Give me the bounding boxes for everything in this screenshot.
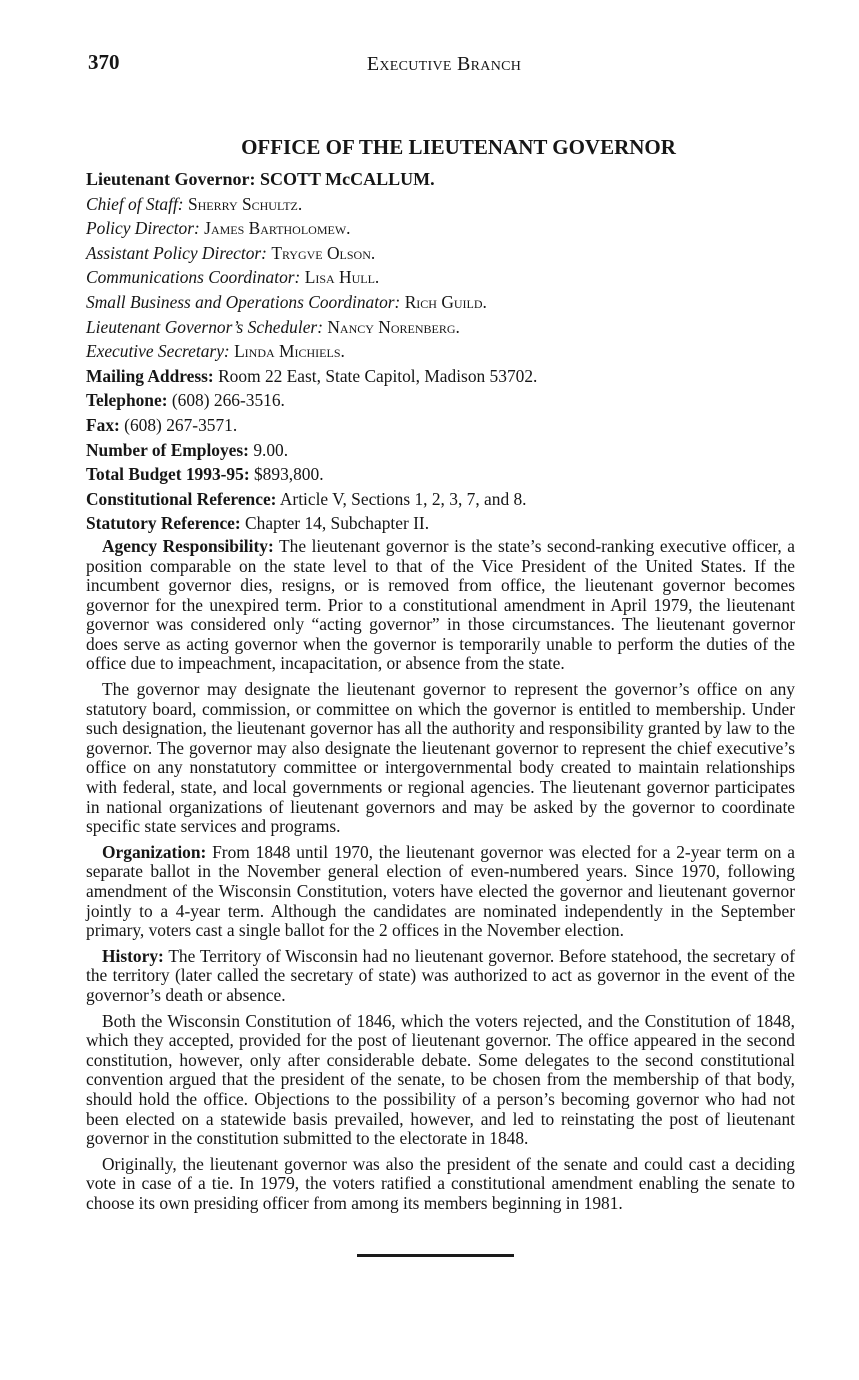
fact-value: Room 22 East, State Capitol, Madison 53702. [218, 365, 538, 386]
fact-constitutional-reference [86, 487, 795, 512]
paragraph-lead: Organization: [102, 841, 207, 862]
fact-mailing-address [86, 364, 795, 389]
staff-entry [86, 216, 795, 241]
fact-label: Number of Employes: [86, 439, 249, 460]
paragraph-history [86, 947, 795, 1006]
fact-value: (608) 267-3571. [124, 414, 238, 435]
staff-role: Policy Director: [86, 218, 200, 239]
staff-name: Sherry Schultz. [187, 193, 303, 214]
fact-label: Mailing Address: [86, 365, 214, 386]
fact-telephone [86, 388, 795, 413]
paragraph-lead: History: [102, 945, 164, 966]
paragraph-text: The lieutenant governor is the state’s second-ranking executive officer, a position comparable on the state level to that of the Vice President of the United States. If the incumbent governor dies, resigns, or is removed from office, the lieutenant governor becomes governor for the unexpired term. Prior to a constitutional amendment in April 1979, the lieutenant governor was considered only “acting governor” in those circumstances. The lieutenant governor does serve as acting governor when the governor is temporarily unable to perform the duties of the office due to impeachment, incapacitation, or absence from the state. [86, 535, 795, 674]
staff-role: Lieutenant Governor’s Scheduler: [86, 316, 323, 337]
fact-value: $893,800. [253, 464, 324, 485]
paragraph-organization [86, 843, 795, 941]
paragraph-lead: Agency Responsibility: [102, 535, 274, 556]
fact-value: Article V, Sections 1, 2, 3, 7, and 8. [279, 488, 527, 509]
fact-number-of-employes [86, 438, 795, 463]
paragraph-designation [86, 680, 795, 837]
fact-statutory-reference [86, 511, 795, 536]
staff-list [86, 192, 795, 364]
page-content [86, 133, 795, 1214]
paragraph-text: From 1848 until 1970, the lieutenant governor was elected for a 2-year term on a separate ballot in the November general election of even-numbered years. Since 1970, following amendment of the Wisconsin Constitution, voters have elected the governor and lieutenant governor jointly to a 4-year term. Although the candidates are nominated independently in the September primary, voters cast a single ballot for the 2 offices in the November election. [86, 841, 795, 941]
fact-fax [86, 413, 795, 438]
fact-value: 9.00. [253, 439, 289, 460]
staff-entry [86, 290, 795, 315]
paragraph-text: Both the Wisconsin Constitution of 1846, which the voters rejected, and the Constitution of 1848, which they accepted, provided for the post of lieutenant governor. The office appeared in the second constitution, however, only after considerable debate. Some delegates to the second constitutional convention argued that the president of the senate, to be chosen from the membership of that body, should hold the office. Objections to the possibility of a person’s becoming governor who had not been elected on a statewide basis prevailed, however, and led to reinstating the post of lieutenant governor in the constitution submitted to the electorate in 1848. [86, 1010, 795, 1149]
staff-name: Rich Guild. [404, 291, 487, 312]
fact-value: Chapter 14, Subchapter II. [245, 513, 430, 534]
fact-label: Constitutional Reference: [86, 488, 277, 509]
running-head: Executive Branch [366, 53, 522, 75]
staff-name: James Bartholomew. [204, 218, 351, 239]
fact-value: (608) 266-3516. [171, 390, 285, 411]
fact-label: Telephone: [86, 390, 168, 411]
paragraph-agency-responsibility [86, 537, 795, 674]
body-text [86, 537, 795, 1214]
staff-role: Small Business and Operations Coordinator: [86, 291, 401, 312]
staff-entry [86, 315, 795, 340]
paragraph-text: The governor may designate the lieutenant governor to represent the governor’s office on any statutory board, commission, or committee on which the governor is entitled to membership. Under such designation, the lieutenant governor has all the authority and responsibility granted by law to the governor. The governor may also designate the lieutenant governor to represent the chief executive’s office on any nonstatutory committee or intergovernmental body created to maintain relationships with federal, state, and local governments or regional agencies. The lieutenant governor participates in national organizations of lieutenant governors and may be asked by the governor to coordinate specific state services and programs. [86, 679, 795, 837]
fact-label: Total Budget 1993-95: [86, 464, 250, 485]
staff-role: Assistant Policy Director: [86, 242, 267, 263]
staff-name: Trygve Olson. [271, 242, 376, 263]
office-title: OFFICE OF THE LIEUTENANT GOVERNOR [241, 135, 676, 159]
staff-entry [86, 265, 795, 290]
section-end-rule [357, 1254, 514, 1257]
staff-name: Lisa Hull. [304, 267, 380, 288]
staff-entry [86, 241, 795, 266]
office-facts [86, 364, 795, 536]
staff-role: Chief of Staff: [86, 193, 184, 214]
staff-role: Communications Coordinator: [86, 267, 301, 288]
staff-role: Executive Secretary: [86, 341, 230, 362]
fact-label: Statutory Reference: [86, 513, 241, 534]
staff-name: Nancy Norenberg. [327, 316, 460, 337]
paragraph-text: Originally, the lieutenant governor was also the president of the senate and could cast a deciding vote in case of a tie. In 1979, the voters ratified a constitutional amendment enabling the senate to choose its own presiding officer from among its members beginning in 1981. [86, 1153, 795, 1213]
lieutenant-governor-label: Lieutenant Governor: [86, 169, 256, 189]
staff-entry [86, 192, 795, 217]
paragraph-senate-president [86, 1155, 795, 1214]
lieutenant-governor-line [86, 167, 795, 192]
fact-label: Fax: [86, 414, 120, 435]
lieutenant-governor-name: SCOTT McCALLUM. [259, 169, 435, 189]
paragraph-constitutions [86, 1012, 795, 1149]
staff-entry [86, 339, 795, 364]
paragraph-text: The Territory of Wisconsin had no lieutenant governor. Before statehood, the secretary of the territory (later called the secretary of state) was authorized to act as governor in the event of the governor’s death or absence. [86, 945, 795, 1005]
staff-name: Linda Michiels. [234, 341, 345, 362]
fact-total-budget [86, 462, 795, 487]
page-number: 370 [88, 50, 120, 74]
